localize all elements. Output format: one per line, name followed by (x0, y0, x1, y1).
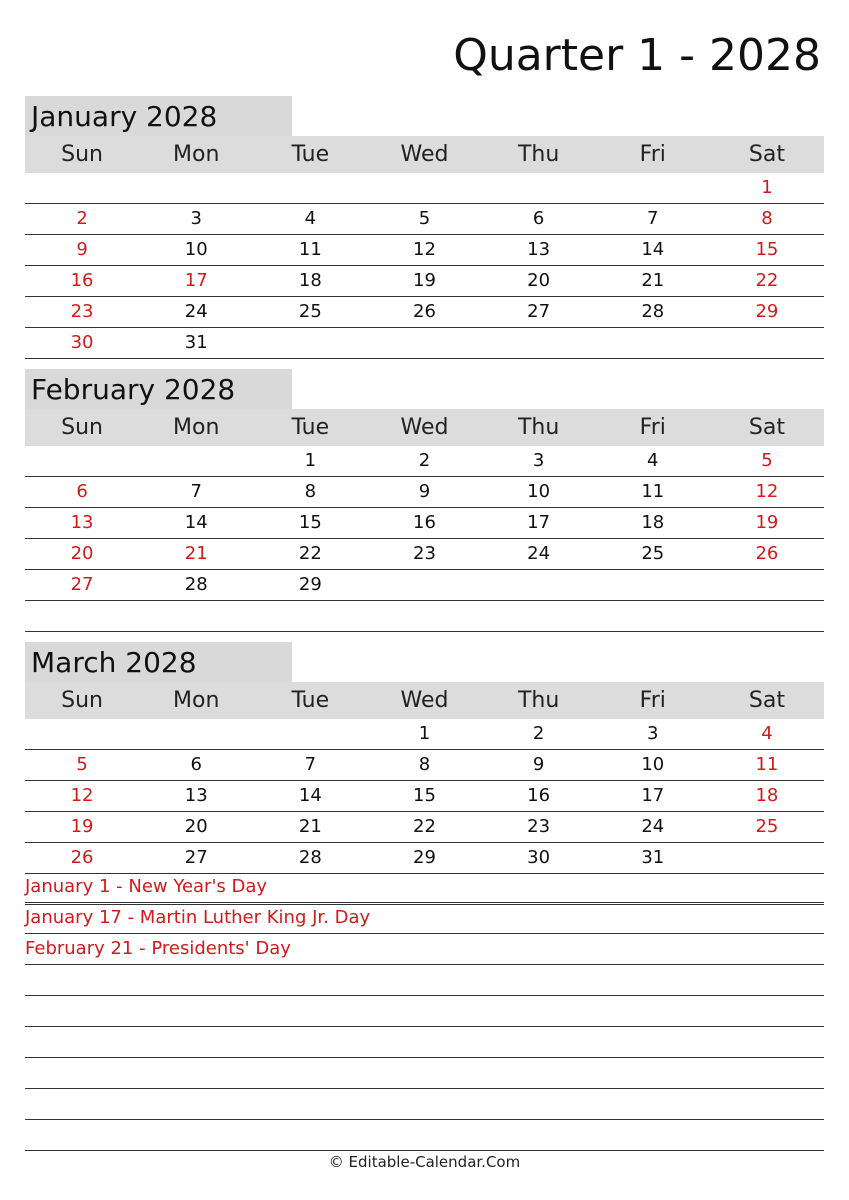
day-cell: 3 (647, 723, 659, 744)
week-row (25, 173, 824, 204)
day-cell: 26 (755, 543, 779, 564)
day-cell (367, 601, 481, 631)
day-cell: 23 (70, 301, 94, 322)
day-cell: 14 (641, 239, 665, 260)
day-cell (596, 173, 710, 203)
weekday-header: Fri (639, 142, 666, 167)
day-cell: 19 (70, 816, 94, 837)
day-cell: 16 (527, 785, 551, 806)
week-row (25, 843, 824, 874)
day-cell: 13 (184, 785, 208, 806)
weekday-header-row (25, 409, 824, 446)
weekday-header: Thu (517, 688, 560, 713)
day-cell: 6 (190, 754, 202, 775)
day-cell (25, 601, 139, 631)
day-cell: 23 (413, 543, 436, 564)
weekday-header: Mon (173, 415, 220, 440)
page-title: Quarter 1 - 2028 (453, 30, 821, 81)
day-cell: 22 (413, 816, 436, 837)
weekday-header: Fri (639, 415, 666, 440)
day-cell (596, 328, 710, 358)
day-cell: 7 (190, 481, 202, 502)
weekday-header: Wed (400, 688, 449, 713)
day-cell: 16 (70, 270, 94, 291)
note-line (25, 996, 824, 1027)
day-cell: 20 (70, 543, 94, 564)
week-row (25, 266, 824, 297)
day-cell: 8 (418, 754, 431, 775)
day-cell: 25 (755, 816, 779, 837)
day-cell: 5 (418, 208, 431, 229)
day-cell: 27 (184, 847, 208, 868)
week-row (25, 570, 824, 601)
day-cell: 9 (418, 481, 431, 502)
note-line (25, 934, 824, 965)
day-cell: 17 (184, 270, 208, 291)
day-cell: 2 (418, 450, 431, 471)
weekday-header: Sat (748, 415, 785, 440)
day-cell: 28 (641, 301, 665, 322)
note-line (25, 1120, 824, 1151)
day-cell (482, 601, 596, 631)
day-cell: 12 (70, 785, 94, 806)
day-cell: 22 (755, 270, 779, 291)
week-row (25, 719, 824, 750)
week-row (25, 328, 824, 359)
month-january (25, 96, 824, 359)
day-cell: 1 (761, 177, 773, 198)
day-cell: 26 (413, 301, 436, 322)
day-cell: 16 (413, 512, 436, 533)
day-cell: 15 (413, 785, 436, 806)
day-cell (367, 328, 481, 358)
day-cell: 31 (641, 847, 665, 868)
weekday-header: Tue (291, 415, 330, 440)
week-row (25, 446, 824, 477)
day-cell: 17 (527, 512, 551, 533)
month-title: February 2028 (25, 369, 292, 409)
weekday-header: Sun (61, 415, 103, 440)
note-line (25, 965, 824, 996)
day-cell (482, 173, 596, 203)
week-row (25, 235, 824, 266)
weekday-header-row (25, 136, 824, 173)
day-cell: 14 (184, 512, 208, 533)
day-cell (253, 601, 367, 631)
day-cell: 5 (761, 450, 773, 471)
day-cell (596, 570, 710, 600)
day-cell: 31 (184, 332, 208, 353)
day-cell (139, 173, 253, 203)
day-cell: 21 (184, 543, 208, 564)
day-cell: 9 (532, 754, 545, 775)
note-line (25, 1027, 824, 1058)
weekday-header: Thu (517, 142, 560, 167)
day-cell: 30 (70, 332, 94, 353)
day-cell (253, 719, 367, 749)
day-cell: 3 (190, 208, 202, 229)
day-cell: 5 (76, 754, 88, 775)
day-cell: 27 (70, 574, 94, 595)
day-cell: 11 (755, 754, 779, 775)
day-cell: 20 (184, 816, 208, 837)
day-cell: 21 (298, 816, 322, 837)
day-cell: 12 (413, 239, 436, 260)
footer-credit: © Editable-Calendar.Com (328, 1153, 521, 1171)
day-cell: 13 (70, 512, 94, 533)
day-cell (25, 446, 139, 476)
weekday-header: Mon (173, 688, 220, 713)
day-cell: 10 (527, 481, 551, 502)
day-cell: 29 (298, 574, 322, 595)
day-cell: 10 (184, 239, 208, 260)
day-cell (596, 601, 710, 631)
week-row (25, 477, 824, 508)
day-cell (25, 173, 139, 203)
month-title: January 2028 (25, 96, 292, 136)
weekday-header: Tue (291, 142, 330, 167)
day-cell (253, 328, 367, 358)
day-cell: 9 (76, 239, 88, 260)
week-row (25, 781, 824, 812)
day-cell: 18 (641, 512, 665, 533)
weekday-header: Tue (291, 688, 330, 713)
notes-section (25, 872, 824, 1151)
week-row (25, 508, 824, 539)
day-cell (710, 328, 824, 358)
day-cell: 8 (761, 208, 773, 229)
day-cell: 25 (641, 543, 665, 564)
day-cell: 24 (527, 543, 551, 564)
weeks-grid (25, 446, 824, 632)
day-cell: 15 (298, 512, 322, 533)
day-cell: 19 (413, 270, 436, 291)
day-cell (367, 173, 481, 203)
holiday-note: January 17 - Martin Luther King Jr. Day (25, 907, 371, 928)
note-line (25, 1089, 824, 1120)
weekday-header: Sun (61, 688, 103, 713)
day-cell (253, 173, 367, 203)
month-title: March 2028 (25, 642, 292, 682)
week-row (25, 812, 824, 843)
day-cell: 13 (527, 239, 551, 260)
day-cell: 24 (641, 816, 665, 837)
holiday-note: February 21 - Presidents' Day (25, 938, 291, 959)
day-cell: 7 (647, 208, 659, 229)
day-cell: 30 (527, 847, 551, 868)
weekday-header: Wed (400, 415, 449, 440)
day-cell: 19 (755, 512, 779, 533)
day-cell: 29 (413, 847, 436, 868)
day-cell: 20 (527, 270, 551, 291)
note-line (25, 1058, 824, 1089)
day-cell (367, 570, 481, 600)
day-cell: 11 (298, 239, 322, 260)
day-cell: 2 (532, 723, 545, 744)
day-cell (710, 601, 824, 631)
day-cell: 26 (70, 847, 94, 868)
week-row (25, 297, 824, 328)
weekday-header: Thu (517, 415, 560, 440)
day-cell: 18 (298, 270, 322, 291)
day-cell: 28 (298, 847, 322, 868)
day-cell (25, 719, 139, 749)
day-cell: 6 (76, 481, 88, 502)
day-cell: 10 (641, 754, 665, 775)
month-march (25, 642, 824, 905)
weekday-header-row (25, 682, 824, 719)
weekday-header: Sun (61, 142, 103, 167)
day-cell: 4 (304, 208, 317, 229)
day-cell: 4 (761, 723, 773, 744)
day-cell: 23 (527, 816, 551, 837)
day-cell (139, 601, 253, 631)
weekday-header: Mon (173, 142, 220, 167)
day-cell: 1 (304, 450, 317, 471)
weekday-header: Wed (400, 142, 449, 167)
day-cell: 18 (755, 785, 779, 806)
day-cell: 17 (641, 785, 665, 806)
day-cell: 29 (755, 301, 779, 322)
weekday-header: Sat (748, 142, 785, 167)
day-cell (139, 446, 253, 476)
day-cell: 2 (76, 208, 88, 229)
day-cell: 21 (641, 270, 665, 291)
day-cell: 27 (527, 301, 551, 322)
day-cell: 1 (418, 723, 431, 744)
day-cell (482, 570, 596, 600)
day-cell (710, 843, 824, 873)
holiday-note: January 1 - New Year's Day (25, 876, 268, 897)
day-cell: 28 (184, 574, 208, 595)
day-cell: 15 (755, 239, 779, 260)
weeks-grid (25, 173, 824, 359)
week-row (25, 539, 824, 570)
weekday-header: Fri (639, 688, 666, 713)
week-row (25, 204, 824, 235)
day-cell (482, 328, 596, 358)
week-row (25, 601, 824, 632)
month-february (25, 369, 824, 632)
day-cell: 8 (304, 481, 317, 502)
day-cell (710, 570, 824, 600)
day-cell: 22 (298, 543, 322, 564)
day-cell: 3 (532, 450, 545, 471)
note-line (25, 903, 824, 934)
weekday-header: Sat (748, 688, 785, 713)
day-cell: 11 (641, 481, 665, 502)
day-cell: 24 (184, 301, 208, 322)
week-row (25, 750, 824, 781)
day-cell: 14 (298, 785, 322, 806)
day-cell: 6 (532, 208, 545, 229)
day-cell: 25 (298, 301, 322, 322)
day-cell: 12 (755, 481, 779, 502)
day-cell: 7 (304, 754, 317, 775)
day-cell: 4 (647, 450, 659, 471)
note-line (25, 872, 824, 903)
day-cell (139, 719, 253, 749)
